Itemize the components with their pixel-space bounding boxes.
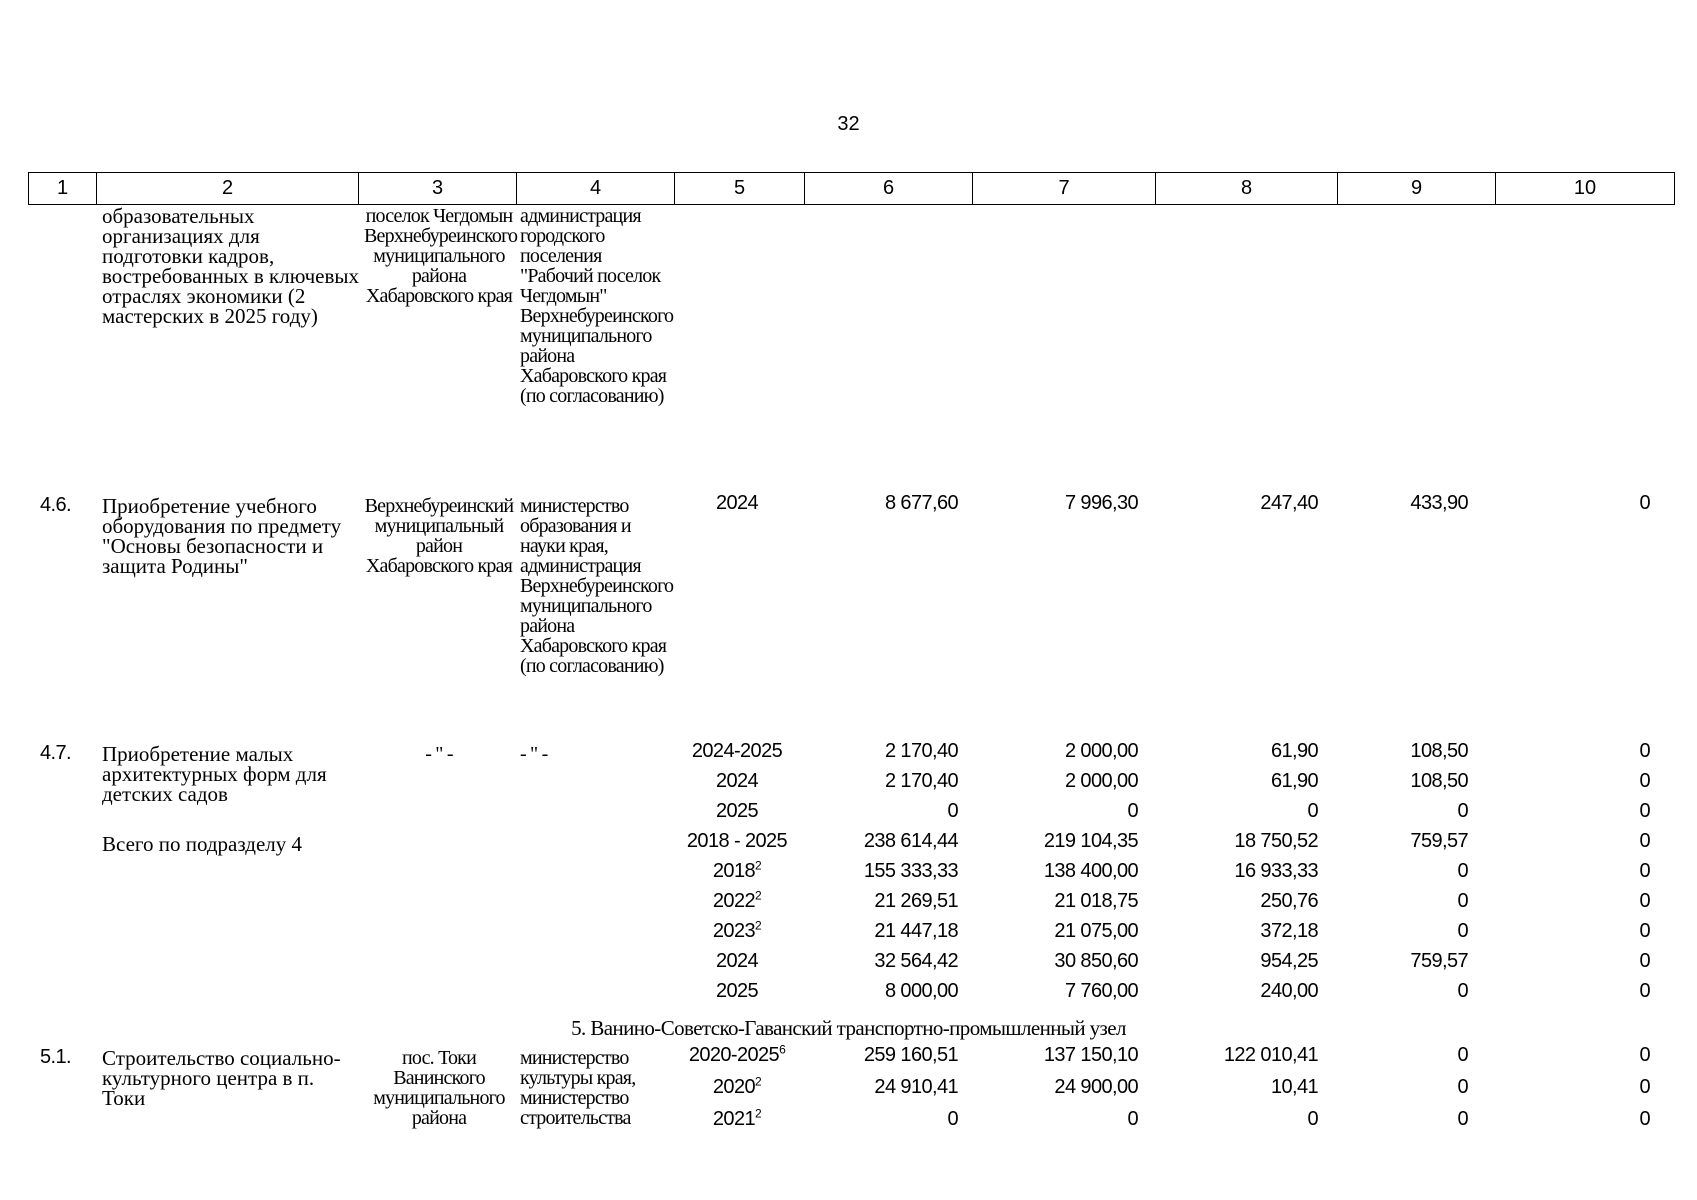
r51-federal: 24 900,00 bbox=[1054, 1076, 1138, 1098]
r46-executor-text: министерство образования и науки края, администрация Верхнебуреинского муниципального района Хабаровского края (по согласованию) bbox=[520, 495, 674, 677]
total4-regional: 18 750,52 bbox=[1234, 830, 1318, 852]
r46-other: 0 bbox=[1639, 492, 1650, 514]
r51-federal: 0 bbox=[1127, 1108, 1138, 1130]
total4-regional: 16 933,33 bbox=[1234, 860, 1318, 882]
r47-executor-text: - " - bbox=[520, 743, 548, 765]
total4-other: 0 bbox=[1639, 980, 1650, 1002]
r47-year: 2024 bbox=[715, 770, 759, 792]
r47-federal: 2 000,00 bbox=[1064, 770, 1138, 792]
total4-local: 0 bbox=[1457, 890, 1468, 912]
r51-local: 0 bbox=[1457, 1108, 1468, 1130]
header-col-3: 3 bbox=[359, 173, 517, 205]
total4-regional: 954,25 bbox=[1260, 950, 1318, 972]
header-col-1: 1 bbox=[29, 173, 97, 205]
r47-federal: 0 bbox=[1127, 800, 1138, 822]
r51-total: 0 bbox=[947, 1108, 958, 1130]
section-5-heading: 5. Ванино-Советско-Гаванский транспортно-промышленный узел bbox=[571, 1016, 1126, 1040]
total4-federal: 219 104,35 bbox=[1043, 830, 1138, 852]
total4-year: 2023$^2$ bbox=[712, 918, 762, 942]
cont-location-text: поселок Чегдомын Верхнебуреинского муниципального района Хабаровского края bbox=[364, 205, 518, 307]
header-col-7: 7 bbox=[973, 173, 1156, 205]
r46-location-text: Верхнебуреинский муниципальный район Хабаровского края bbox=[364, 495, 514, 577]
r47-total: 2 170,40 bbox=[884, 740, 958, 762]
header-col-9: 9 bbox=[1338, 173, 1496, 205]
total4-total: 32 564,42 bbox=[874, 950, 958, 972]
r51-federal: 137 150,10 bbox=[1043, 1044, 1138, 1066]
total4-year: 2018 - 2025 bbox=[686, 830, 788, 852]
r51-total: 259 160,51 bbox=[863, 1044, 958, 1066]
total4-regional: 240,00 bbox=[1260, 980, 1318, 1002]
total4-total: 238 614,44 bbox=[863, 830, 958, 852]
r47-activity-text: Приобретение малых архитектурных форм для детских садов bbox=[102, 742, 327, 806]
r51-location-text: пос. Токи Ванинского муниципального района bbox=[373, 1047, 505, 1129]
r46-total: 8 677,60 bbox=[884, 492, 958, 514]
r51-other: 0 bbox=[1639, 1076, 1650, 1098]
header-col-10: 10 bbox=[1496, 173, 1675, 205]
r51-year: 2021$^2$ bbox=[712, 1106, 762, 1130]
total4-other: 0 bbox=[1639, 950, 1650, 972]
r47-year: 2024-2025 bbox=[691, 740, 783, 762]
r47-local: 108,50 bbox=[1410, 740, 1468, 762]
header-col-8: 8 bbox=[1156, 173, 1338, 205]
r47-other: 0 bbox=[1639, 800, 1650, 822]
r47-regional: 61,90 bbox=[1270, 770, 1318, 792]
r51-activity-text: Строительство социально-культурного центра в п. Токи bbox=[102, 1046, 341, 1110]
r46-local: 433,90 bbox=[1410, 492, 1468, 514]
total4-federal: 7 760,00 bbox=[1064, 980, 1138, 1002]
header-col-2: 2 bbox=[97, 173, 359, 205]
total4-year: 2025 bbox=[715, 980, 759, 1002]
total4-federal: 30 850,60 bbox=[1054, 950, 1138, 972]
r47-regional: 61,90 bbox=[1270, 740, 1318, 762]
r51-year: 2020$^2$ bbox=[712, 1074, 762, 1098]
total4-local: 759,57 bbox=[1410, 830, 1468, 852]
r46-year: 2024 bbox=[715, 492, 759, 514]
r47-year: 2025 bbox=[715, 800, 759, 822]
total4-regional: 250,76 bbox=[1260, 890, 1318, 912]
cont-activity-text: образовательных организациях для подготовки кадров, востребованных в ключевых отраслях экономики (2 мастерских в 2025 году) bbox=[102, 204, 359, 328]
r47-local: 108,50 bbox=[1410, 770, 1468, 792]
r46-regional: 247,40 bbox=[1260, 492, 1318, 514]
r51-total: 24 910,41 bbox=[874, 1076, 958, 1098]
row-number-4-7: 4.7. bbox=[40, 742, 71, 764]
r51-regional: 122 010,41 bbox=[1223, 1044, 1318, 1066]
total4-other: 0 bbox=[1639, 920, 1650, 942]
total4-total: 8 000,00 bbox=[884, 980, 958, 1002]
total-subsection-4-label: Всего по подразделу 4 bbox=[102, 832, 303, 856]
r51-other: 0 bbox=[1639, 1044, 1650, 1066]
total4-year: 2022$^2$ bbox=[712, 888, 762, 912]
r46-federal: 7 996,30 bbox=[1064, 492, 1138, 514]
total4-total: 21 269,51 bbox=[874, 890, 958, 912]
total4-other: 0 bbox=[1639, 860, 1650, 882]
r47-other: 0 bbox=[1639, 770, 1650, 792]
total4-federal: 21 018,75 bbox=[1054, 890, 1138, 912]
header-col-4: 4 bbox=[517, 173, 675, 205]
r51-executor-text: министерство культуры края, министерство строительства bbox=[520, 1047, 636, 1129]
header-col-6: 6 bbox=[805, 173, 973, 205]
total4-federal: 138 400,00 bbox=[1043, 860, 1138, 882]
r47-other: 0 bbox=[1639, 740, 1650, 762]
total4-other: 0 bbox=[1639, 890, 1650, 912]
r47-federal: 2 000,00 bbox=[1064, 740, 1138, 762]
r47-total: 2 170,40 bbox=[884, 770, 958, 792]
total4-total: 155 333,33 bbox=[863, 860, 958, 882]
total4-local: 0 bbox=[1457, 980, 1468, 1002]
r51-year: 2020-2025$^6$ bbox=[688, 1042, 786, 1066]
r47-local: 0 bbox=[1457, 800, 1468, 822]
r51-regional: 0 bbox=[1307, 1108, 1318, 1130]
r51-local: 0 bbox=[1457, 1044, 1468, 1066]
total4-federal: 21 075,00 bbox=[1054, 920, 1138, 942]
column-number-header bbox=[28, 172, 1675, 205]
total4-other: 0 bbox=[1639, 830, 1650, 852]
r46-activity-text: Приобретение учебного оборудования по предмету "Основы безопасности и защита Родины" bbox=[102, 494, 342, 578]
total4-local: 0 bbox=[1457, 860, 1468, 882]
r51-regional: 10,41 bbox=[1270, 1076, 1318, 1098]
row-number-4-6: 4.6. bbox=[40, 494, 71, 516]
page-number: 32 bbox=[837, 113, 860, 135]
r51-local: 0 bbox=[1457, 1076, 1468, 1098]
r47-regional: 0 bbox=[1307, 800, 1318, 822]
cont-executor-text: администрация городского поселения "Рабочий поселок Чегдомын" Верхнебуреинского муниципального района Хабаровского края (по согласованию) bbox=[520, 205, 674, 407]
total4-local: 759,57 bbox=[1410, 950, 1468, 972]
total4-year: 2018$^2$ bbox=[712, 858, 762, 882]
total4-local: 0 bbox=[1457, 920, 1468, 942]
row-number-5-1: 5.1. bbox=[40, 1046, 71, 1068]
r47-location-text: - " - bbox=[425, 743, 453, 765]
r51-other: 0 bbox=[1639, 1108, 1650, 1130]
r47-total: 0 bbox=[947, 800, 958, 822]
header-col-5: 5 bbox=[675, 173, 805, 205]
total4-total: 21 447,18 bbox=[874, 920, 958, 942]
total4-regional: 372,18 bbox=[1260, 920, 1318, 942]
total4-year: 2024 bbox=[715, 950, 759, 972]
